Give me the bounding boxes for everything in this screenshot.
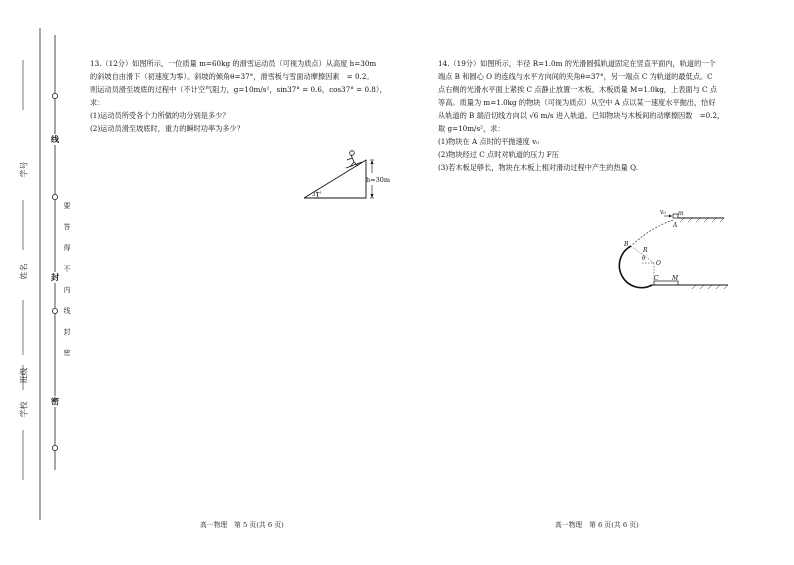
question-14-line: 端点 B 和圆心 O 的连线与水平方向间的夹角θ=37°，另一端点 C 为轨道的最低点。C	[438, 72, 713, 81]
label-big-m: M	[672, 275, 679, 282]
binding-hole	[52, 308, 57, 313]
question-13-line: (2)运动员滑至坡底时，重力的瞬时功率为多少？	[90, 124, 244, 133]
warning-char: 密	[63, 349, 71, 357]
label-m: m	[678, 210, 684, 217]
warning-char: 要	[63, 202, 71, 210]
question-14	[438, 57, 758, 174]
binding-hole	[52, 93, 57, 98]
binding-hole	[52, 194, 57, 199]
label-c: C	[654, 275, 659, 282]
angle-label: 37°	[312, 192, 322, 198]
question-14-line: (1)物块在 A 点时的平抛速度 v₀	[438, 137, 540, 146]
student-id-label: 学号	[19, 161, 29, 178]
warning-char: 内	[63, 286, 71, 294]
label-b: B	[624, 241, 629, 248]
seal-mark-line: 线	[51, 134, 59, 144]
question-13-line: 13.（12分）如图所示，一位质量 m=60kg 的滑雪运动员（可视为质点）从高度 h=30m	[90, 59, 377, 68]
question-14-line: 取 g=10m/s²，求：	[438, 124, 505, 133]
binding-margin	[0, 0, 75, 561]
question-14-line: 等高。质量为 m=1.0kg 的物块（可视为质点）从空中 A 点以某一速度水平抛出，恰好	[438, 98, 716, 107]
margin-warning	[62, 196, 72, 364]
warning-char: 得	[63, 244, 71, 252]
seal-mark-seal: 封	[51, 272, 59, 282]
question-14-line: 从轨道的 B 端沿切线方向以 √6 m/s 进入轨道。已知物块与木板间的动摩擦因数 =0.2，	[438, 111, 725, 120]
label-a: A	[673, 222, 678, 229]
warning-char: 线	[63, 307, 71, 315]
slope-figure	[296, 140, 396, 202]
binding-hole	[52, 445, 57, 450]
question-14-line: (2)物块经过 C 点时对轨道的压力 F压	[438, 150, 559, 159]
class-label: 班级	[19, 367, 29, 384]
question-13-line: 则运动员滑至坡底的过程中（不计空气阻力，g=10m/s²，sin37° = 0.6，cos37° = 0.8），	[90, 85, 387, 94]
question-13-line: (1)运动员所受各个力所做的功分别是多少？	[90, 111, 230, 120]
slope-diagram	[296, 140, 396, 202]
seal-mark-secret: 密	[51, 396, 59, 406]
question-13	[90, 57, 390, 135]
question-13-line: 求：	[90, 98, 105, 107]
footer-left: 高一物理 第 5 页(共 6 页)	[200, 521, 284, 529]
warning-char: 不	[63, 265, 71, 273]
question-14-line: 点右侧的光滑水平面上紧挨 C 点静止放置一木板，木板质量 M=1.0kg，上表面与 C 点	[438, 85, 718, 94]
name-label: 姓名	[19, 263, 29, 280]
height-label: h=30m	[366, 176, 391, 184]
label-o: O	[656, 260, 661, 267]
footer-right: 高一物理 第 6 页(共 6 页)	[555, 521, 639, 529]
question-14-line: (3)若木板足够长，物块在木板上相对滑动过程中产生的热量 Q.	[438, 163, 638, 172]
school-label: 学校	[19, 401, 29, 418]
warning-char: 答	[63, 223, 71, 231]
label-theta: θ	[642, 256, 646, 262]
track-figure	[612, 205, 732, 297]
question-14-line: 14.（19分）如图所示，半径 R=1.0m 的光滑圆弧轨道固定在竖直平面内，轨道的一个	[438, 59, 716, 68]
question-13-line: 的斜坡自由滑下（初速度为零）。斜坡的倾角θ=37°，滑雪板与雪面动摩擦因素 = 0.2。	[90, 72, 374, 81]
track-diagram	[612, 205, 732, 297]
warning-char: 封	[63, 328, 71, 336]
label-r: R	[643, 247, 648, 254]
label-v0: v₀	[660, 209, 666, 216]
